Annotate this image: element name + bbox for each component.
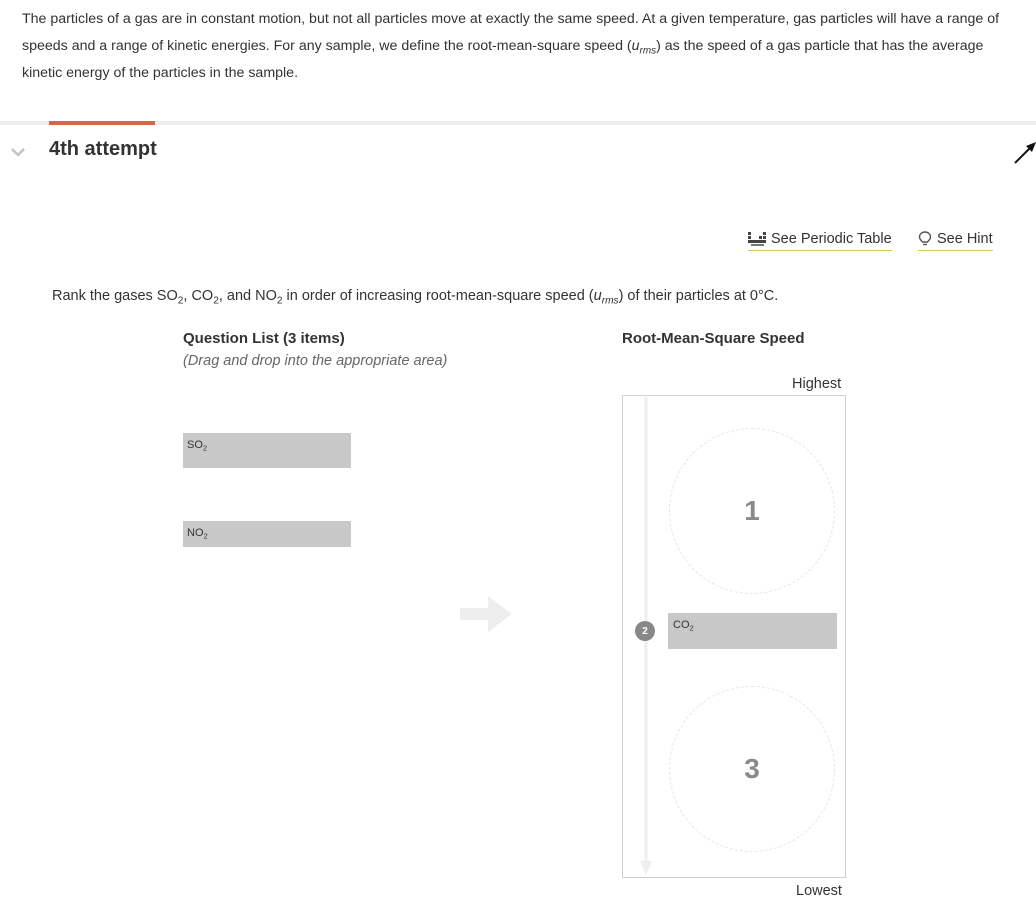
hint-link[interactable] xyxy=(918,231,993,251)
draggable-item-so2[interactable]: $SO_2$ xyxy=(183,433,351,468)
question-list-instructions: (Drag and drop into the appropriate area) xyxy=(183,353,448,369)
periodic-table-link[interactable] xyxy=(748,231,892,251)
lightbulb-icon xyxy=(918,231,932,247)
draggable-item-no2[interactable]: $NO_2$ xyxy=(183,521,351,547)
urms-symbol: $u_{rms}$ xyxy=(593,288,619,307)
arrow-right-icon xyxy=(458,593,514,635)
section-divider xyxy=(0,121,1036,125)
periodic-table-icon xyxy=(748,232,766,246)
highest-label: Highest xyxy=(792,376,842,392)
periodic-table-label: See Periodic Table xyxy=(771,231,892,247)
intro-text-1: The particles of a gas are in constant motion, but not all particles move at exactly the same speed. At a given temperature, gas particles will have a range of speeds and a range of kinetic energies. For any sample, we define the root-mean-square speed ( xyxy=(22,11,1000,54)
chevron-down-icon[interactable] xyxy=(9,145,27,159)
question-list-title: Question List (3 items) xyxy=(183,330,345,347)
rank-badge: 2 xyxy=(635,621,655,641)
placed-item-co2[interactable]: $CO_2$ xyxy=(668,613,837,649)
question-prompt: Rank the gases $SO_2$, $CO_2$, and $NO_2$ in order of increasing root-mean-square speed $(u_{rms})$ of their particles at 0°C. xyxy=(52,288,779,307)
attempt-accent-bar xyxy=(49,121,155,125)
cursor-arrow-icon xyxy=(1012,138,1036,166)
lowest-label: Lowest xyxy=(796,883,842,899)
hint-label: See Hint xyxy=(937,231,993,247)
attempt-title[interactable]: 4th attempt xyxy=(49,138,157,160)
intro-paragraph xyxy=(22,6,1022,87)
rank-slot-1[interactable]: 1 xyxy=(669,428,835,594)
urms-symbol: $u_{rms}$ xyxy=(631,38,657,57)
rank-slot-3[interactable]: 3 xyxy=(669,686,835,852)
ranking-title: Root-Mean-Square Speed xyxy=(622,330,805,347)
intro-text-2: ) as the speed of a gas particle that has the average kinetic energy of the particles in the sample. xyxy=(22,38,984,81)
